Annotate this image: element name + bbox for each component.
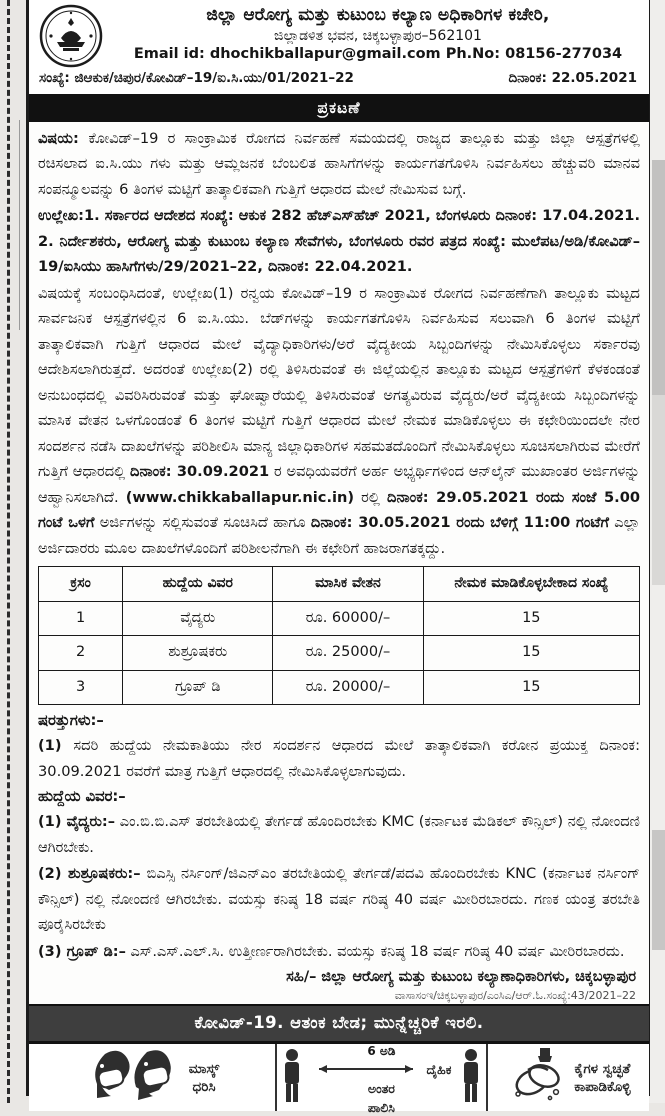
text-segment: (2) ಶುಶ್ರೂಷಕರು:– [38, 865, 141, 883]
table-cell: 15 [423, 601, 639, 636]
text-segment: ಉಲ್ಲೇಖ:1. ಸರ್ಕಾರದ ಆದೇಶದ ಸಂಖ್ಯೆ: ಆಕುಕ 282 ಹೆಚ್‌ಎಸ್‌ಹೆಚ್ 2021, ಬೆಂಗಳೂರು ದಿನಾಂಕ: 17.04.2021. 2. ನಿರ್ದೇಶಕರು, ಆರೋಗ್ಯ ಮತ್ತು ಕುಟುಂಬ ಕಲ್ಯಾಣ ಸೇವೆಗಳು, ಬೆಂಗಳೂರು ರವರ ಪತ್ರದ ಸಂಖ್ಯೆ: ಮುಲೆಪಟ/ಅಡಿ/ಕೋವಿಡ್–19/ಐಸಿಯು ಹಾಸಿಗೆಗಳು/29/2021–22, ದಿನಾಂಕ: 22.04.2021. [38, 207, 640, 276]
post-detail-nurses [38, 861, 640, 938]
column-header: ಹುದ್ದೆಯ ವಿವರ [123, 567, 273, 602]
table-cell: 15 [423, 670, 639, 705]
hand-hygiene-label-line2: ಕಾಪಾಡಿಕೊಳ್ಳಿ [574, 1078, 631, 1095]
notice-body [29, 122, 649, 1005]
posts-table [38, 566, 640, 705]
covid-banner-text: ಕೋವಿಡ್-19. ಆತಂಕ ಬೇಡ; ಮುನ್ನೆಚ್ಚರಿಕೆ ಇರಲಿ. [194, 1013, 484, 1033]
scan-artifact [652, 830, 665, 950]
masked-faces-icon [85, 1048, 181, 1108]
reference-paragraph [38, 203, 640, 280]
column-header: ಮಾಸಿಕ ವೇತನ [273, 567, 423, 602]
condition-item-1 [38, 733, 640, 784]
text-segment: ಸದರಿ ಹುದ್ದೆಯ ನೇಮಕಾತಿಯು ನೇರ ಸಂದರ್ಶನ ಆಧಾರದ ಮೇಲೆ ತಾತ್ಕಾಲಿಕವಾಗಿ ಕರೋನ ಪ್ರಯುಕ್ತ ದಿನಾಂಕ: 30.09.2021 ರವರೆಗೆ ಮಾತ್ರ ಗುತ್ತಿಗೆ ಆಧಾರದಲ್ಲಿ ನೇಮಿಸಿಕೊಳ್ಳಲಾಗುವುದು. [38, 737, 641, 780]
post-detail-doctors [38, 809, 640, 860]
text-segment: ಎಸ್.ಎಸ್.ಎಲ್.ಸಿ. ಉತ್ತೀರ್ಣರಾಗಿರಬೇಕು. ವಯಸ್ಸು ಕನಿಷ್ಠ 18 ವರ್ಷ ಗರಿಷ್ಠ 40 ವರ್ಷ ಮೀರಿರಬಾರದು. [125, 942, 625, 960]
text-segment: (3) ಗ್ರೂಪ್ ಡಿ:– [38, 942, 126, 960]
office-contact: Email id: dhochikballapur@gmail.com Ph.No: 08156-277034 [133, 45, 623, 62]
wear-mask-label [189, 1060, 219, 1096]
table-cell: ರೂ. 60000/– [273, 601, 423, 636]
karnataka-emblem-icon [39, 4, 103, 68]
scan-artifact [652, 160, 665, 395]
table-header-row [39, 567, 640, 602]
text-segment: ವಿಷಯಕ್ಕೆ ಸಂಬಂಧಿಸಿದಂತೆ, ಉಲ್ಲೇಖ(1) ರನ್ವಯ ಕೋವಿಡ್–19 ರ ಸಾಂಕ್ರಾಮಿಕ ರೋಗದ ನಿರ್ವಹಣೆಗಾಗಿ ತಾಲ್ಲೂಕು ಮಟ್ಟದ ಸಾರ್ವಜನಿಕ ಆಸ್ಪತ್ರೆಗಳಲ್ಲಿನ 6 ಐ.ಸಿ.ಯು. ಬೆಡ್‌ಗಳನ್ನು ಕಾರ್ಯಗತಗೊಳಿಸಿ ನಿರ್ವಹಿಸುವ ಸಲುವಾಗಿ 6 ತಿಂಗಳ ಮಟ್ಟಿಗೆ ತಾತ್ಕಾಲಿಕವಾಗಿ ಗುತ್ತಿಗೆ ಆಧಾರದ ಮೇಲೆ ವೈದ್ಯಾಧಿಕಾರಿಗಳು/ಅರೆ ವೈದ್ಯಕೀಯ ಸಿಬ್ಬಂದಿಗಳನ್ನು ನೇಮಿಸಿಕೊಳ್ಳಲು ಸರ್ಕಾರವು ಆದೇಶಿಸಲಾಗಿರುತ್ತದೆ. ಅದರಂತೆ ಉಲ್ಲೇಖ(2) ರಲ್ಲಿ ತಿಳಿಸಿರುವಂತೆ ಈ ಜಿಲ್ಲೆಯಲ್ಲಿನ ತಾಲ್ಲೂಕು ಮಟ್ಟದ ಆಸ್ಪತ್ರೆಗಳಿಗೆ ಕೆಳಕಂಡಂತೆ ಅನುಬಂಧದಲ್ಲಿ ವಿವರಿಸಿರುವಂತೆ ಮತ್ತು ಘೋಷ್ವಾರೆಯಲ್ಲಿ ತಿಳಿಸಿರುವಂತೆ ಅಗತ್ಯವಿರುವ ವೈದ್ಯರು/ಅರೆ ವೈದ್ಯಕೀಯ ಸಿಬ್ಬಂದಿಗಳನ್ನು ಮಾಸಿಕ ವೇತನ ಒಳಗೊಂಡಂತೆ 6 ತಿಂಗಳ ಮಟ್ಟಿಗೆ ಗುತ್ತಿಗೆ ಆಧಾರದ ಮೇಲೆ ನೇಮಕ ಮಾಡಿಕೊಳ್ಳಲು ಈ ಕಛೇರಿಯಿಂದಲೇ ನೇರ ಸಂದರ್ಶನ ನಡೆಸಿ ದಾಖಲೆಗಳನ್ನು ಪರಿಶೀಲಿಸಿ ಮಾನ್ಯ ಜಿಲ್ಲಾಧಿಕಾರಿಗಳ ಸಹಮತದೊಂದಿಗೆ ನೇಮಿಸಿಕೊಳ್ಳಲು ಸೂಚಿಸಲಾಗಿರುವ ಮೇರೆಗೆ ಗುತ್ತಿಗೆ ಆಧಾರದಲ್ಲಿ [38, 284, 640, 481]
text-segment: (1) [38, 737, 74, 755]
physical-distance-group [277, 1043, 488, 1115]
text-segment: ವಿಷಯ: [38, 129, 89, 147]
table-cell: ರೂ. 25000/– [273, 636, 423, 671]
wear-mask-label-line2: ಧರಿಸಿ [192, 1078, 216, 1095]
wear-mask-group [29, 1044, 277, 1111]
signature-line: ಸಹಿ/– ಜಿಲ್ಲಾ ಆರೋಗ್ಯ ಮತ್ತು ಕುಟುಂಬ ಕಲ್ಯಾಣಾಧಿಕಾರಿಗಳು, ಚಿಕ್ಕಬಳ್ಳಾಪುರ [286, 969, 636, 986]
posts-table-body [39, 601, 640, 705]
office-header [29, 0, 649, 96]
left-edge-line [19, 120, 20, 330]
post-details-heading: ಹುದ್ದೆಯ ವಿವರ:– [38, 788, 126, 806]
text-segment: (www.chikkaballapur.nic.in) [125, 488, 355, 506]
posts-table-header [39, 567, 640, 602]
distance-label-line1: ದೈಹಿಕ ಅಂತರ [367, 1061, 452, 1096]
notice-title: ಪ್ರಕಟಣೆ [317, 98, 361, 117]
reference-number: ಸಂಖ್ಯೆ: ಜಿಆಕುಕ/ಚಿಪುರ/ಕೋವಿಡ್–19/ಐ.ಸಿ.ಯು/01/2021–22 [39, 69, 354, 86]
hand-hygiene-label-line1: ಕೈಗಳ ಸ್ವಚ್ಛತೆ [574, 1060, 631, 1077]
conditions-heading: ಷರತ್ತುಗಳು:– [38, 712, 104, 730]
signature-block [38, 966, 640, 1004]
main-paragraph [38, 281, 640, 562]
text-segment: ಅರ್ಜಿಗಳನ್ನು ಸಲ್ಲಿಸುವಂತೆ ಸೂಚಿಸಿದೆ ಹಾಗೂ [94, 514, 311, 532]
office-address: ಜಿಲ್ಲಾಡಳಿತ ಭವನ, ಚಿಕ್ಕಬಳ್ಳಾಪುರ–562101 [274, 27, 482, 44]
table-cell: ಶುಶ್ರೂಷಕರು [123, 636, 273, 671]
table-cell: ವೈದ್ಯರು [123, 601, 273, 636]
office-title: ಜಿಲ್ಲಾ ಆರೋಗ್ಯ ಮತ್ತು ಕುಟುಂಬ ಕಲ್ಯಾಣ ಅಧಿಕಾರಿಗಳ ಕಚೇರಿ, [206, 5, 550, 25]
text-segment: ದಿನಾಂಕ: 29.05.2021 ರಂದು ಸಂಜೆ 5.00 ಗಂಟೆ ಒಳಗೆ [38, 488, 641, 532]
notice-date: ದಿನಾಂಕ: 22.05.2021 [508, 69, 637, 86]
text-segment: ರಲ್ಲಿ [354, 488, 388, 506]
subject-paragraph [38, 126, 640, 203]
left-perforation-edge [7, 0, 10, 1103]
wear-mask-label-line1: ಮಾಸ್ಕ್ [188, 1060, 220, 1077]
text-segment: ಎಂ.ಬಿ.ಬಿ.ಎಸ್ ತರಬೇತಿಯಲ್ಲಿ ತೇರ್ಗಡೆ ಹೊಂದಿರಬೇಕು KMC (ಕರ್ನಾಟಕ ಮೆಡಿಕಲ್ ಕೌನ್ಸಿಲ್) ನಲ್ಲಿ ನೋಂದಣಿ ಆಗಿರಬೇಕು. [38, 813, 640, 856]
table-cell: 2 [39, 636, 123, 671]
distance-feet-label: 6 ಅಡಿ [367, 1043, 396, 1058]
covid-precaution-footer [29, 1041, 649, 1115]
person-right-icon [460, 1048, 482, 1108]
scan-artifact [652, 395, 665, 585]
table-cell: 3 [39, 670, 123, 705]
text-segment: ಕೋವಿಡ್–19 ರ ಸಾಂಕ್ರಾಮಿಕ ರೋಗದ ನಿರ್ವಹಣೆ ಸಮಯದಲ್ಲಿ ರಾಜ್ಯದ ತಾಲ್ಲೂಕು ಮತ್ತು ಜಿಲ್ಲಾ ಆಸ್ಪತ್ರೆಗಳಲ್ಲಿ ರಚಿಸಲಾದ ಐ.ಸಿ.ಯು ಗಳು ಮತ್ತು ಆಮ್ಲಜನಕ ಬೆಂಬಲಿತ ಹಾಸಿಗೆಗಳನ್ನು ಕಾರ್ಯಗತಗೊಳಿಸಿ ನಿರ್ವಹಿಸಲು ಹೆಚ್ಚುವರಿ ಮಾನವ ಸಂಪನ್ಮೂಲವನ್ನು 6 ತಿಂಗಳ ಮಟ್ಟಿಗೆ ತಾತ್ಕಾಲಿಕವಾಗಿ ಗುತ್ತಿಗೆ ಆಧಾರದ ಮೇಲೆ ನೇಮಿಸುವ ಬಗ್ಗೆ. [38, 129, 640, 198]
notice-title-bar [29, 96, 649, 122]
distance-annotation [311, 1040, 452, 1116]
hand-washing-icon [506, 1048, 566, 1108]
text-segment: ದಿನಾಂಕ: 30.05.2021 ರಂದು ಬೆಳಿಗ್ಗೆ 11:00 ಗಂಟೆಗೆ [310, 514, 609, 532]
table-cell: 15 [423, 636, 639, 671]
text-segment: (1) ವೈದ್ಯರು:– [38, 813, 116, 831]
hand-hygiene-group [488, 1044, 649, 1111]
hand-hygiene-label [574, 1060, 630, 1096]
text-segment: ಬಿಎಸ್ಸಿ ನರ್ಸಿಂಗ್/ಜಿಎನ್‌ಎಂ ತರಬೇತಿಯಲ್ಲಿ ತೇರ್ಗಡೆ/ಪದವಿ ಹೊಂದಿರಬೇಕು KNC (ಕರ್ನಾಟಕ ನರ್ಸಿಂಗ್ ಕೌನ್ಸಿಲ್) ನಲ್ಲಿ ನೋಂದಣಿ ಆಗಿರಬೇಕು. ವಯಸ್ಸು ಕನಿಷ್ಠ 18 ವರ್ಷ ಗರಿಷ್ಠ 40 ವರ್ಷ ಮೀರಿರಬಾರದು. ಗಣಕ ಯಂತ್ರ ತರಬೇತಿ ಪೂರೈಸಿರಬೇಕು [38, 865, 640, 934]
text-segment: ರ ಅವಧಿಯವರೆಗೆ ಅರ್ಹ ಅಭ್ಯರ್ಥಿಗಳಿಂದ ಆನ್‌ಲೈನ್ ಮುಖಾಂತರ ಅರ್ಜಿಗಳನ್ನು ಆಹ್ವಾನಿಸಲಾಗಿದೆ. [38, 463, 641, 506]
table-cell: 1 [39, 601, 123, 636]
column-header: ನೇಮಕ ಮಾಡಿಕೊಳ್ಳಬೇಕಾದ ಸಂಖ್ಯೆ [423, 567, 639, 602]
right-scan-strip [648, 0, 665, 1103]
table-cell: ಗ್ರೂಪ್ ಡಿ [123, 670, 273, 705]
post-detail-group-d [38, 939, 640, 965]
covid-awareness-banner [29, 1004, 649, 1041]
dispatch-reference: ವಾಸಾಸಂಇ/ಚಿಕ್ಕಬಳ್ಳಾಪುರ/ಎಂಸಿಎ/ಆರ್.ಓ.ಸಂಖ್ಯೆ:43/2021–22 [394, 989, 636, 1003]
table-row [39, 670, 640, 705]
notice-document [26, 0, 650, 1115]
person-left-icon [281, 1048, 303, 1108]
distance-label-line2: ಪಾಲಿಸಿ [367, 1099, 395, 1115]
text-segment: ಎಲ್ಲಾ ಅರ್ಜಿದಾರರು ಮೂಲ ದಾಖಲೆಗಳೊಂದಿಗೆ ಪರಿಶೀಲನೆಗಾಗಿ ಈ ಕಛೇರಿಗೆ ಹಾಜರಾಗತಕ್ಕದ್ದು. [38, 514, 640, 557]
table-row [39, 636, 640, 671]
table-row [39, 601, 640, 636]
table-cell: ರೂ. 20000/– [273, 670, 423, 705]
double-arrow-icon [311, 1064, 421, 1074]
column-header: ಕ್ರಸಂ [39, 567, 123, 602]
text-segment: ದಿನಾಂಕ: 30.09.2021 [130, 463, 270, 481]
